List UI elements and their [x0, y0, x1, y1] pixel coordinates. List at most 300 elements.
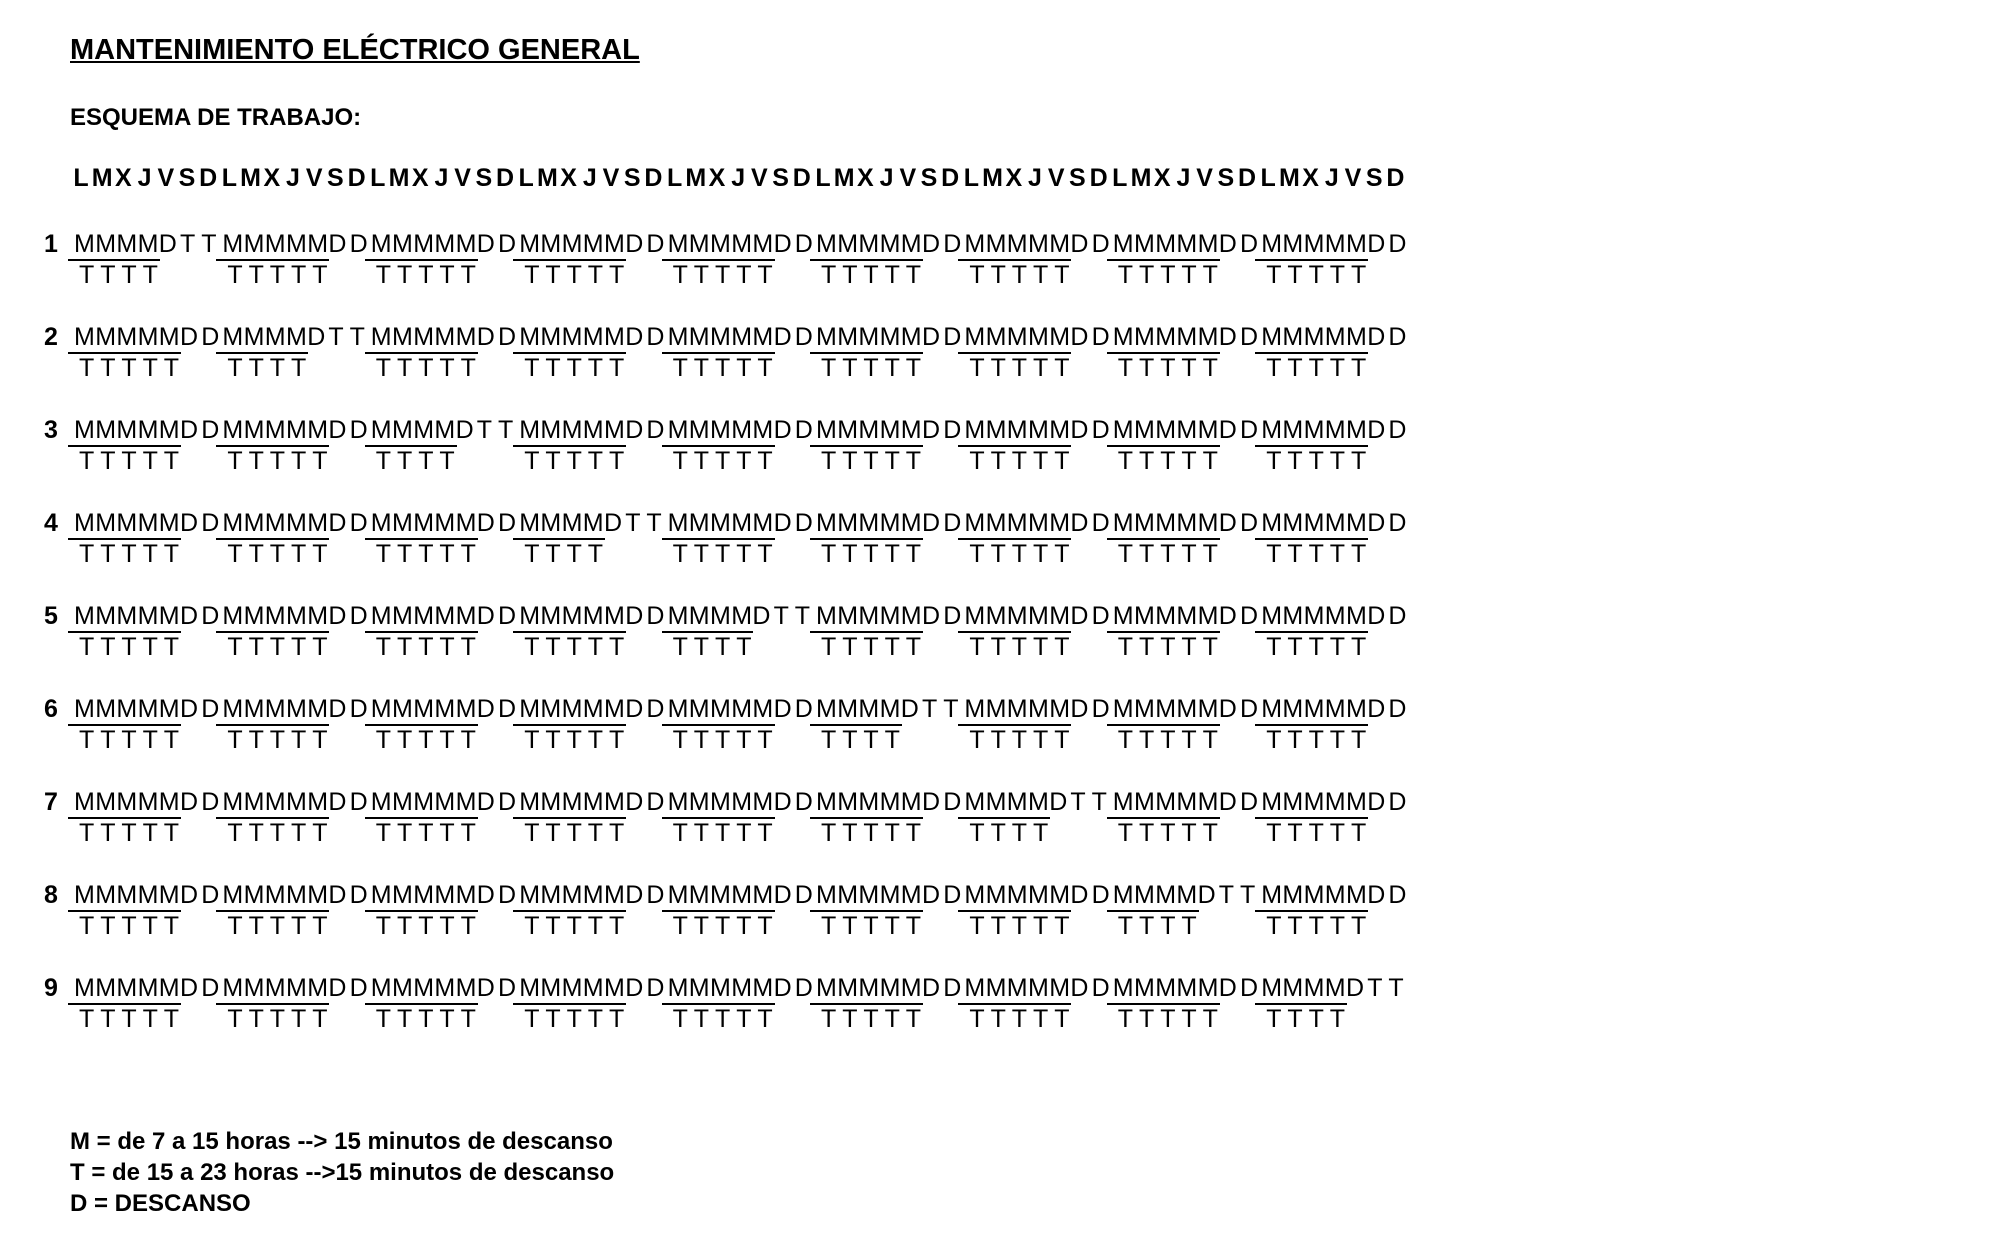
afternoon-shift-cell: T [1329, 633, 1346, 661]
afternoon-shift-cell: T [100, 819, 116, 847]
morning-shift-cell: M [985, 509, 1007, 537]
morning-shift-cell: M [1282, 695, 1304, 723]
rest-day-cell: D [773, 416, 792, 444]
morning-shift-cell: M [95, 602, 117, 630]
morning-shift-cell: M [1112, 323, 1134, 351]
rest-day-cell: D [1091, 416, 1110, 444]
afternoon-shift-cell: T [1033, 726, 1049, 754]
morning-shift-cell: M [370, 602, 392, 630]
morning-shift-cell: M [434, 974, 456, 1002]
morning-shift-cell: M [137, 416, 159, 444]
morning-shift-cell: M [74, 881, 95, 909]
morning-shift-cell: M [1282, 416, 1304, 444]
morning-shift-cell: M [879, 881, 901, 909]
morning-shift-cell: M [1282, 974, 1304, 1002]
morning-shift-cell: M [561, 974, 583, 1002]
morning-shift-cell: M [1282, 788, 1304, 816]
afternoon-shift-cell: T [1287, 540, 1303, 568]
morning-shift-cell: M [1261, 416, 1283, 444]
rest-day-cell: D [201, 881, 220, 909]
morning-shift-cell: M [540, 416, 562, 444]
afternoon-shift-cell: T [884, 261, 900, 289]
morning-shift-cell: M [370, 230, 392, 258]
morning-shift-cell: M [1282, 230, 1304, 258]
morning-shift-cell: M [858, 695, 880, 723]
morning-shift-cell: M [1324, 788, 1346, 816]
afternoon-shift-cell: T [821, 912, 837, 940]
afternoon-shift-cell: T [1181, 819, 1197, 847]
rest-day-cell: D [943, 323, 962, 351]
morning-shift-cell: M [1176, 788, 1198, 816]
morning-shift-cell: M [858, 602, 880, 630]
morning-shift-cell: M [434, 416, 456, 444]
afternoon-shift-cell: T [693, 540, 710, 568]
morning-shift-cell: M [264, 602, 286, 630]
afternoon-shift-cell: T [1181, 447, 1197, 475]
afternoon-shift-cell: T [969, 261, 985, 289]
day-header: J [1176, 164, 1191, 192]
rest-day-cell: D [1240, 788, 1259, 816]
rest-day-cell: D [180, 509, 199, 537]
afternoon-shift-cell: T [418, 633, 434, 661]
rest-day-cell: D [773, 695, 792, 723]
afternoon-shift-cell: T [1181, 354, 1197, 382]
afternoon-shift-cell: T [248, 354, 264, 382]
day-header: S [1069, 164, 1086, 192]
morning-shift-cell: M [95, 788, 117, 816]
afternoon-shift-cell: T [1351, 633, 1367, 661]
day-header: M [982, 164, 1003, 192]
afternoon-shift-cell: T [248, 633, 264, 661]
afternoon-shift-cell: T [439, 261, 455, 289]
afternoon-shift-cell: T [1139, 540, 1155, 568]
afternoon-shift-cell: T [693, 633, 710, 661]
afternoon-shift-cell: T [863, 354, 879, 382]
afternoon-shift-cell: T [248, 912, 264, 940]
morning-shift-cell: M [816, 788, 837, 816]
afternoon-shift-cell: T [312, 540, 328, 568]
morning-shift-cell: M [137, 974, 159, 1002]
morning-shift-cell: M [540, 788, 562, 816]
afternoon-shift-cell: T [79, 540, 95, 568]
morning-shift-cell: M [710, 509, 731, 537]
afternoon-shift-cell: T [587, 726, 604, 754]
morning-shift-cell: M [604, 695, 625, 723]
morning-shift-cell: M [74, 323, 95, 351]
morning-shift-cell: M [582, 695, 604, 723]
day-header: D [347, 164, 366, 192]
afternoon-shift-cell: T [1117, 819, 1134, 847]
afternoon-shift-cell: T [1033, 540, 1049, 568]
morning-shift-cell: M [413, 416, 435, 444]
afternoon-shift-cell: T [609, 354, 625, 382]
morning-shift-cell: M [74, 788, 95, 816]
afternoon-shift-cell: T [863, 912, 879, 940]
afternoon-shift-cell: T [1160, 447, 1176, 475]
rest-day-cell: D [1091, 974, 1110, 1002]
rest-day-cell: D [1091, 695, 1110, 723]
afternoon-shift-cell: T [842, 261, 858, 289]
afternoon-shift-cell: T [418, 540, 434, 568]
day-header: V [1196, 164, 1213, 192]
afternoon-shift-cell: T [1181, 1005, 1197, 1033]
afternoon-shift-cell: T [842, 354, 858, 382]
afternoon-shift-cell: T [545, 1005, 561, 1033]
morning-shift-cell: M [95, 416, 117, 444]
day-header: M [1278, 164, 1300, 192]
afternoon-shift-cell: T [163, 726, 180, 754]
afternoon-shift-cell: T [715, 819, 731, 847]
morning-shift-cell: M [900, 323, 922, 351]
morning-shift-cell: M [1006, 416, 1028, 444]
afternoon-shift-cell: T [201, 230, 217, 258]
morning-shift-cell: M [688, 881, 710, 909]
morning-shift-cell: M [1303, 881, 1325, 909]
rest-day-cell: D [498, 230, 517, 258]
rest-day-cell: D [349, 788, 368, 816]
morning-shift-cell: M [816, 602, 837, 630]
afternoon-shift-cell: T [1266, 726, 1282, 754]
morning-shift-cell: M [307, 974, 329, 1002]
row-number: 6 [44, 695, 58, 723]
afternoon-shift-cell: T [884, 633, 900, 661]
morning-shift-cell: M [1028, 323, 1049, 351]
morning-shift-cell: M [519, 974, 541, 1002]
morning-shift-cell: M [1303, 509, 1325, 537]
rest-day-cell: D [1218, 509, 1237, 537]
morning-shift-cell: M [222, 509, 244, 537]
morning-shift-cell: M [1324, 881, 1346, 909]
morning-shift-cell: M [1155, 323, 1177, 351]
rest-day-cell: D [646, 230, 665, 258]
afternoon-shift-cell: T [566, 261, 582, 289]
rest-day-cell: D [922, 230, 941, 258]
morning-shift-cell: M [286, 974, 307, 1002]
rest-day-cell: D [773, 230, 792, 258]
afternoon-shift-cell: T [460, 912, 476, 940]
afternoon-shift-cell: T [163, 354, 180, 382]
page-title: MANTENIMIENTO ELÉCTRICO GENERAL [70, 34, 640, 66]
morning-shift-cell: M [1346, 323, 1367, 351]
morning-shift-cell: M [1049, 695, 1071, 723]
morning-shift-cell: M [307, 230, 329, 258]
afternoon-shift-cell: T [524, 540, 540, 568]
rest-day-cell: D [1091, 230, 1110, 258]
afternoon-shift-cell: T [142, 261, 158, 289]
morning-shift-cell: M [158, 602, 180, 630]
morning-shift-cell: M [370, 881, 392, 909]
day-header: V [157, 164, 175, 192]
morning-shift-cell: M [964, 602, 986, 630]
afternoon-shift-cell: T [524, 726, 540, 754]
afternoon-shift-cell: T [1329, 354, 1346, 382]
morning-shift-cell: M [1261, 974, 1283, 1002]
morning-shift-cell: M [837, 881, 859, 909]
afternoon-shift-cell: T [1266, 912, 1282, 940]
afternoon-shift-cell: T [1308, 1005, 1324, 1033]
afternoon-shift-cell: T [1011, 540, 1028, 568]
afternoon-shift-cell: T [1160, 633, 1176, 661]
morning-shift-cell: M [1197, 323, 1219, 351]
morning-shift-cell: M [519, 416, 541, 444]
afternoon-shift-cell: T [227, 726, 243, 754]
afternoon-shift-cell: T [142, 819, 158, 847]
morning-shift-cell: M [243, 881, 265, 909]
morning-shift-cell: M [222, 230, 244, 258]
afternoon-shift-cell: T [1308, 633, 1324, 661]
morning-shift-cell: M [392, 695, 413, 723]
rest-day-cell: D [943, 788, 962, 816]
day-header: V [602, 164, 620, 192]
rest-day-cell: D [498, 695, 517, 723]
morning-shift-cell: M [964, 416, 986, 444]
morning-shift-cell: M [985, 416, 1007, 444]
morning-shift-cell: M [370, 974, 392, 1002]
rest-day-cell: D [158, 230, 177, 258]
afternoon-shift-cell: T [905, 447, 922, 475]
afternoon-shift-cell: T [884, 1005, 900, 1033]
day-header: J [1324, 164, 1339, 192]
afternoon-shift-cell: T [736, 1005, 752, 1033]
day-header: V [1344, 164, 1362, 192]
morning-shift-cell: M [264, 974, 286, 1002]
morning-shift-cell: M [116, 695, 138, 723]
morning-shift-cell: M [1346, 788, 1367, 816]
morning-shift-cell: M [264, 230, 286, 258]
afternoon-shift-cell: T [1139, 1005, 1155, 1033]
morning-shift-cell: M [1049, 602, 1071, 630]
morning-shift-cell: M [540, 974, 562, 1002]
rest-day-cell: D [625, 881, 644, 909]
afternoon-shift-cell: T [773, 602, 789, 630]
morning-shift-cell: M [455, 602, 477, 630]
afternoon-shift-cell: T [524, 633, 540, 661]
afternoon-shift-cell: T [566, 819, 582, 847]
morning-shift-cell: M [1112, 416, 1134, 444]
morning-shift-cell: M [413, 881, 435, 909]
afternoon-shift-cell: T [1287, 819, 1303, 847]
afternoon-shift-cell: T [990, 726, 1006, 754]
afternoon-shift-cell: T [990, 540, 1006, 568]
afternoon-shift-cell: T [1033, 912, 1049, 940]
afternoon-shift-cell: T [1202, 726, 1218, 754]
afternoon-shift-cell: T [545, 540, 561, 568]
rest-day-cell: D [1240, 323, 1259, 351]
afternoon-shift-cell: T [1218, 881, 1235, 909]
morning-shift-cell: M [74, 602, 95, 630]
morning-shift-cell: M [752, 230, 774, 258]
afternoon-shift-cell: T [1308, 726, 1324, 754]
afternoon-shift-cell: T [1117, 447, 1134, 475]
morning-shift-cell: M [752, 974, 774, 1002]
morning-shift-cell: M [1176, 230, 1198, 258]
morning-shift-cell: M [752, 416, 774, 444]
day-header: X [263, 164, 281, 192]
morning-shift-cell: M [95, 323, 117, 351]
rest-day-cell: D [180, 602, 199, 630]
afternoon-shift-cell: T [646, 509, 662, 537]
rest-day-cell: D [349, 509, 368, 537]
rest-day-cell: D [794, 416, 813, 444]
afternoon-shift-cell: T [439, 726, 455, 754]
morning-shift-cell: M [900, 974, 922, 1002]
morning-shift-cell: M [731, 974, 753, 1002]
afternoon-shift-cell: T [884, 540, 900, 568]
afternoon-shift-cell: T [1308, 819, 1324, 847]
afternoon-shift-cell: T [375, 540, 392, 568]
morning-shift-cell: M [1006, 602, 1028, 630]
morning-shift-cell: M [604, 323, 625, 351]
rest-day-cell: D [328, 881, 347, 909]
row-number: 4 [44, 509, 58, 537]
morning-shift-cell: M [413, 788, 435, 816]
morning-shift-cell: M [879, 323, 901, 351]
afternoon-shift-cell: T [1351, 819, 1367, 847]
afternoon-shift-cell: T [969, 540, 985, 568]
morning-shift-cell: M [582, 230, 604, 258]
day-header: S [772, 164, 789, 192]
rest-day-cell: D [625, 416, 644, 444]
afternoon-shift-cell: T [79, 726, 95, 754]
day-header: S [1217, 164, 1235, 192]
morning-shift-cell: M [116, 230, 138, 258]
afternoon-shift-cell: T [439, 354, 455, 382]
day-header: L [1260, 164, 1276, 192]
afternoon-shift-cell: T [1054, 261, 1070, 289]
afternoon-shift-cell: T [269, 261, 286, 289]
afternoon-shift-cell: T [397, 261, 413, 289]
morning-shift-cell: M [1134, 323, 1155, 351]
morning-shift-cell: M [879, 974, 901, 1002]
morning-shift-cell: M [286, 695, 307, 723]
morning-shift-cell: M [667, 974, 689, 1002]
day-header: L [815, 164, 831, 192]
day-header: D [1237, 164, 1257, 192]
morning-shift-cell: M [1006, 881, 1028, 909]
morning-shift-cell: M [455, 788, 477, 816]
morning-shift-cell: M [1324, 509, 1346, 537]
rest-day-cell: D [1091, 881, 1110, 909]
morning-shift-cell: M [604, 881, 625, 909]
afternoon-shift-cell: T [375, 1005, 392, 1033]
rest-day-cell: D [201, 509, 220, 537]
afternoon-shift-cell: T [397, 1005, 413, 1033]
morning-shift-cell: M [116, 974, 138, 1002]
morning-shift-cell: M [434, 509, 456, 537]
afternoon-shift-cell: T [736, 819, 752, 847]
morning-shift-cell: M [455, 230, 477, 258]
afternoon-shift-cell: T [693, 726, 710, 754]
morning-shift-cell: M [1197, 230, 1219, 258]
rest-day-cell: D [794, 230, 813, 258]
morning-shift-cell: M [1324, 974, 1346, 1002]
afternoon-shift-cell: T [1240, 881, 1256, 909]
morning-shift-cell: M [1324, 602, 1346, 630]
afternoon-shift-cell: T [842, 540, 858, 568]
afternoon-shift-cell: T [142, 447, 158, 475]
morning-shift-cell: M [286, 416, 307, 444]
morning-shift-cell: M [307, 602, 329, 630]
morning-shift-cell: M [688, 416, 710, 444]
morning-shift-cell: M [879, 509, 901, 537]
morning-shift-cell: M [95, 230, 117, 258]
morning-shift-cell: M [1176, 509, 1198, 537]
afternoon-shift-cell: T [1117, 633, 1134, 661]
afternoon-shift-cell: T [312, 633, 328, 661]
morning-shift-cell: M [222, 788, 244, 816]
morning-shift-cell: M [837, 695, 859, 723]
afternoon-shift-cell: T [905, 912, 922, 940]
rest-day-cell: D [498, 788, 517, 816]
afternoon-shift-cell: T [715, 447, 731, 475]
rest-day-cell: D [604, 509, 623, 537]
afternoon-shift-cell: T [1117, 726, 1134, 754]
afternoon-shift-cell: T [100, 1005, 116, 1033]
morning-shift-cell: M [1346, 602, 1367, 630]
afternoon-shift-cell: T [1160, 540, 1176, 568]
morning-shift-cell: M [731, 788, 753, 816]
rest-day-cell: D [1367, 695, 1386, 723]
afternoon-shift-cell: T [142, 540, 158, 568]
afternoon-shift-cell: T [163, 819, 180, 847]
morning-shift-cell: M [1028, 788, 1049, 816]
morning-shift-cell: M [116, 509, 138, 537]
rest-day-cell: D [476, 788, 495, 816]
afternoon-shift-cell: T [1308, 354, 1324, 382]
afternoon-shift-cell: T [269, 726, 286, 754]
afternoon-shift-cell: T [1287, 633, 1303, 661]
morning-shift-cell: M [1134, 695, 1155, 723]
rest-day-cell: D [646, 974, 665, 1002]
afternoon-shift-cell: T [587, 819, 604, 847]
morning-shift-cell: M [540, 323, 562, 351]
morning-shift-cell: M [688, 602, 710, 630]
afternoon-shift-cell: T [524, 819, 540, 847]
morning-shift-cell: M [667, 695, 689, 723]
rest-day-cell: D [625, 230, 644, 258]
rest-day-cell: D [349, 695, 368, 723]
afternoon-shift-cell: T [545, 633, 561, 661]
rest-day-cell: D [1367, 416, 1386, 444]
afternoon-shift-cell: T [269, 633, 286, 661]
morning-shift-cell: M [900, 509, 922, 537]
afternoon-shift-cell: T [1181, 261, 1197, 289]
afternoon-shift-cell: T [397, 726, 413, 754]
afternoon-shift-cell: T [460, 1005, 476, 1033]
afternoon-shift-cell: T [79, 354, 95, 382]
afternoon-shift-cell: T [922, 695, 938, 723]
rest-day-cell: D [1367, 788, 1386, 816]
afternoon-shift-cell: T [100, 633, 116, 661]
rest-day-cell: D [922, 974, 941, 1002]
morning-shift-cell: M [116, 602, 138, 630]
day-header: L [370, 164, 386, 192]
afternoon-shift-cell: T [905, 540, 922, 568]
morning-shift-cell: M [158, 323, 180, 351]
afternoon-shift-cell: T [227, 261, 243, 289]
morning-shift-cell: M [858, 974, 880, 1002]
rest-day-cell: D [328, 416, 347, 444]
afternoon-shift-cell: T [121, 540, 137, 568]
rest-day-cell: D [773, 323, 792, 351]
morning-shift-cell: M [1303, 602, 1325, 630]
afternoon-shift-cell: T [439, 447, 455, 475]
rest-day-cell: D [1388, 788, 1407, 816]
afternoon-shift-cell: T [545, 912, 561, 940]
rest-day-cell: D [498, 881, 517, 909]
rest-day-cell: D [476, 881, 495, 909]
rest-day-cell: D [1388, 230, 1407, 258]
